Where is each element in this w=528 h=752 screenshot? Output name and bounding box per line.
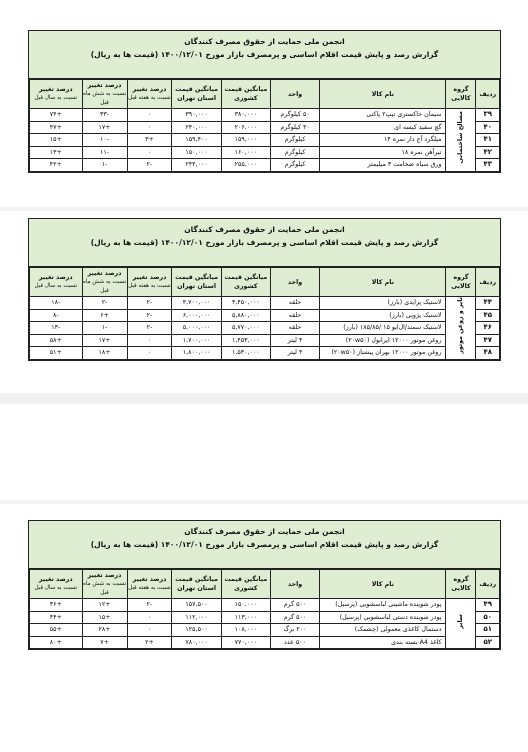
change-year: +۳۶ bbox=[30, 599, 83, 612]
col-unit-header-label: واحد bbox=[287, 580, 303, 588]
avg-tehran-price: ۲۴۰,۰۰۰ bbox=[172, 121, 221, 134]
item-unit: ۴ لیتر bbox=[270, 347, 319, 360]
org-title: انجمن ملی حمایت از حقوق مصرف کنندگان bbox=[184, 37, 345, 46]
item-name: پودر شوینده دستی لباسشویی (پرسیل) bbox=[320, 611, 446, 624]
col-avg-country-header-label: میانگین قیمت کشوری bbox=[224, 576, 268, 592]
table-row bbox=[30, 121, 500, 134]
col-avg-tehran-header bbox=[172, 80, 221, 109]
group-label: مصالح ساختمانی bbox=[457, 111, 465, 165]
avg-tehran-price: ۵,۰۰۰,۰۰۰ bbox=[172, 322, 221, 335]
change-year: +۷۴ bbox=[30, 109, 83, 122]
change-week: ۰ bbox=[127, 334, 172, 347]
table-row bbox=[30, 624, 500, 637]
report-sheet-3 bbox=[28, 520, 501, 650]
header-row bbox=[30, 268, 500, 297]
change-6m: -۱ bbox=[82, 159, 127, 172]
col-change-year-header-label: درصد تغییر bbox=[38, 576, 73, 583]
col-row-header bbox=[476, 80, 500, 109]
col-group-header bbox=[446, 570, 476, 599]
col-change-week-header-sublabel: نسبت به هفته قبل bbox=[128, 585, 171, 591]
col-change-year-header-sublabel: نسبت به سال قبل bbox=[34, 95, 78, 101]
change-6m: -۱ bbox=[82, 322, 127, 335]
row-number: ۴۲ bbox=[476, 146, 500, 159]
table-row bbox=[30, 599, 500, 612]
change-year: +۱۳ bbox=[30, 146, 83, 159]
col-avg-country-header-label: میانگین قیمت کشوری bbox=[224, 274, 268, 290]
item-unit: ۵۰۰ گرم bbox=[270, 599, 319, 612]
change-week: +۲ bbox=[127, 636, 172, 649]
item-unit: کیلوگرم bbox=[270, 159, 319, 172]
item-unit: ۵۰۰ گرم bbox=[270, 611, 319, 624]
change-week: ۰ bbox=[127, 624, 172, 637]
col-change-6m-header-label: درصد تغییر bbox=[87, 81, 122, 89]
col-change-6m-header-label: درصد تغییر bbox=[87, 571, 122, 579]
item-unit: حلقه bbox=[270, 309, 319, 322]
change-6m: +۱۷ bbox=[82, 334, 127, 347]
header-row bbox=[30, 80, 500, 109]
org-title: انجمن ملی حمایت از حقوق مصرف کنندگان bbox=[184, 527, 345, 536]
col-name-header-label: نام کالا bbox=[371, 580, 394, 588]
change-6m: +۱۵ bbox=[82, 611, 127, 624]
change-year: +۸۰ bbox=[30, 636, 83, 649]
table-row bbox=[30, 146, 500, 159]
change-week: -۲ bbox=[127, 599, 172, 612]
col-change-6m-header-sublabel: نسبت به شش ماه قبل bbox=[82, 90, 127, 106]
item-unit: ۵۰ کیلوگرم bbox=[270, 109, 319, 122]
sheet-header bbox=[29, 521, 500, 569]
avg-tehran-price: ۱۵۷,۵۰۰ bbox=[172, 599, 221, 612]
col-row-header bbox=[476, 268, 500, 297]
avg-country-price: ۷۷۰,۰۰۰ bbox=[221, 636, 270, 649]
col-avg-tehran-header-label: میانگین قیمت استان تهران bbox=[175, 86, 218, 102]
item-name: سیمان خاکستری تیپ۲ پاکتی bbox=[320, 109, 446, 122]
avg-tehran-price: ۱۱۲,۰۰۰ bbox=[172, 611, 221, 624]
row-number: ۵۱ bbox=[476, 624, 500, 637]
item-unit: ۴ لیتر bbox=[270, 334, 319, 347]
col-change-week-header-label: درصد تغییر bbox=[132, 576, 167, 583]
table-row bbox=[30, 347, 500, 360]
table-row bbox=[30, 134, 500, 147]
item-name: روغن موتور ۱۲۰۰۰ بهران پیشتاز (۲۰w۵۰) bbox=[320, 347, 446, 360]
change-year: +۵۸ bbox=[30, 334, 83, 347]
avg-country-price: ۱۵۹,۰۰۰ bbox=[221, 134, 270, 147]
item-unit: ۲۰۰ برگ bbox=[270, 624, 319, 637]
row-number: ۴۱ bbox=[476, 134, 500, 147]
col-unit-header bbox=[270, 268, 319, 297]
col-avg-tehran-header-label: میانگین قیمت استان تهران bbox=[175, 274, 218, 290]
col-change-year-header bbox=[30, 570, 83, 599]
group-label: تایر و روغن موتور bbox=[457, 297, 465, 355]
avg-country-price: ۱۶۰,۰۰۰ bbox=[221, 146, 270, 159]
col-change-year-header bbox=[30, 268, 83, 297]
col-change-year-header-sublabel: نسبت به سال قبل bbox=[34, 283, 78, 289]
change-week: -۲ bbox=[127, 309, 172, 322]
row-number: ۴۳ bbox=[476, 159, 500, 172]
price-table bbox=[29, 267, 500, 360]
row-number: ۴۷ bbox=[476, 334, 500, 347]
col-name-header-label: نام کالا bbox=[371, 278, 394, 286]
table-row bbox=[30, 159, 500, 172]
item-name: لاستیک پژویی (بارز) bbox=[320, 309, 446, 322]
avg-tehran-price: ۳۹۰,۰۰۰ bbox=[172, 109, 221, 122]
col-group-header-label: گروه کالایی bbox=[451, 576, 471, 592]
table-row bbox=[30, 611, 500, 624]
col-group-header-label: گروه کالایی bbox=[451, 274, 471, 290]
avg-country-price: ۲۵۵,۰۰۰ bbox=[221, 159, 270, 172]
row-number: ۵۰ bbox=[476, 611, 500, 624]
avg-country-price: ۱۱۳,۰۰۰ bbox=[221, 611, 270, 624]
price-table bbox=[29, 79, 500, 172]
change-6m: -۳۳ bbox=[82, 109, 127, 122]
avg-tehran-price: ۱۲۵,۵۰۰ bbox=[172, 624, 221, 637]
change-year: +۱۵ bbox=[30, 134, 83, 147]
change-year: +۴۴ bbox=[30, 611, 83, 624]
avg-tehran-price: ۴,۷۰۰,۰۰۰ bbox=[172, 297, 221, 310]
col-change-year-header-sublabel: نسبت به سال قبل bbox=[34, 585, 78, 591]
col-group-header bbox=[446, 268, 476, 297]
change-week: ۰ bbox=[127, 121, 172, 134]
row-number: ۳۹ bbox=[476, 109, 500, 122]
change-year: +۴۷ bbox=[30, 121, 83, 134]
table-row bbox=[30, 334, 500, 347]
col-group-header bbox=[446, 80, 476, 109]
change-week: -۲ bbox=[127, 297, 172, 310]
col-change-6m-header-sublabel: نسبت به شش ماه قبل bbox=[82, 580, 127, 596]
col-change-year-header-label: درصد تغییر bbox=[38, 274, 73, 281]
org-title: انجمن ملی حمایت از حقوق مصرف کنندگان bbox=[184, 225, 345, 234]
col-avg-country-header-label: میانگین قیمت کشوری bbox=[224, 86, 268, 102]
change-week: ۰ bbox=[127, 611, 172, 624]
change-year: +۴۲ bbox=[30, 159, 83, 172]
change-week: ۰ bbox=[127, 109, 172, 122]
report-title: گزارش رصد و پایش قیمت اقلام اساسی و پرمصرف بازار مورخ ۱۴۰۰/۱۲/۰۱ (قیمت ها به ریال) bbox=[90, 238, 439, 247]
col-avg-country-header bbox=[221, 80, 270, 109]
group-cell bbox=[446, 297, 476, 360]
change-year: -۸ bbox=[30, 309, 83, 322]
col-row-header bbox=[476, 570, 500, 599]
item-unit: حلقه bbox=[270, 297, 319, 310]
avg-country-price: ۱۵۰,۰۰۰ bbox=[221, 599, 270, 612]
group-label: سایر bbox=[457, 614, 465, 629]
change-week: ۰ bbox=[127, 146, 172, 159]
report-sheet-1 bbox=[28, 30, 501, 173]
avg-tehran-price: ۲۴۴,۰۰۰ bbox=[172, 159, 221, 172]
group-cell bbox=[446, 109, 476, 172]
table-row bbox=[30, 297, 500, 310]
col-unit-header-label: واحد bbox=[287, 278, 303, 286]
change-6m: +۲۸ bbox=[82, 624, 127, 637]
report-title: گزارش رصد و پایش قیمت اقلام اساسی و پرمصرف بازار مورخ ۱۴۰۰/۱۲/۰۱ (قیمت ها به ریال) bbox=[90, 540, 439, 549]
item-name: پودر شوینده ماشینی لباسشویی (پرسیل) bbox=[320, 599, 446, 612]
avg-tehran-price: ۱,۸۰۰,۰۰۰ bbox=[172, 347, 221, 360]
item-name: ورق سیاه ضخامت ۳ میلیمتر bbox=[320, 159, 446, 172]
col-name-header bbox=[320, 268, 446, 297]
col-change-week-header-sublabel: نسبت به هفته قبل bbox=[128, 283, 171, 289]
item-name: کاغذ A4 بسته بندی bbox=[320, 636, 446, 649]
col-name-header-label: نام کالا bbox=[371, 90, 394, 98]
row-number: ۴۶ bbox=[476, 322, 500, 335]
sheet-header bbox=[29, 31, 500, 79]
avg-country-price: ۵,۷۷۰,۰۰۰ bbox=[221, 322, 270, 335]
avg-tehran-price: ۱,۷۰۰,۰۰۰ bbox=[172, 334, 221, 347]
item-name: گچ سفید کیسه ای bbox=[320, 121, 446, 134]
change-6m: +۷ bbox=[82, 636, 127, 649]
col-unit-header bbox=[270, 80, 319, 109]
change-year: -۱۳ bbox=[30, 322, 83, 335]
col-change-week-header bbox=[127, 80, 172, 109]
avg-country-price: ۱,۴۵۳,۰۰۰ bbox=[221, 334, 270, 347]
col-change-week-header-sublabel: نسبت به هفته قبل bbox=[128, 95, 171, 101]
change-week: -۲ bbox=[127, 159, 172, 172]
change-6m: -۱۱ bbox=[82, 146, 127, 159]
item-name: تیرآهن نمره ۱۸ bbox=[320, 146, 446, 159]
col-change-week-header bbox=[127, 268, 172, 297]
col-name-header bbox=[320, 570, 446, 599]
col-avg-country-header bbox=[221, 570, 270, 599]
row-number: ۴۹ bbox=[476, 599, 500, 612]
col-change-6m-header-sublabel: نسبت به شش ماه قبل bbox=[82, 278, 127, 294]
change-6m: -۲ bbox=[82, 297, 127, 310]
col-row-header-label: ردیف bbox=[479, 278, 497, 286]
item-unit: کیلوگرم bbox=[270, 134, 319, 147]
change-6m: +۶ bbox=[82, 309, 127, 322]
item-name: لاستیک سمند/ال‌ایو ۱۵ /۱۸۵/۸۵ (بارز) bbox=[320, 322, 446, 335]
col-change-year-header-label: درصد تغییر bbox=[38, 86, 73, 93]
change-year: +۵۵ bbox=[30, 624, 83, 637]
item-name: روغن موتور ۱۲۰۰۰ ایرانول (۲۰w۵۰) bbox=[320, 334, 446, 347]
item-unit: ۴۰ کیلوگرم bbox=[270, 121, 319, 134]
row-number: ۵۲ bbox=[476, 636, 500, 649]
col-change-6m-header bbox=[82, 570, 127, 599]
col-avg-country-header bbox=[221, 268, 270, 297]
item-name: میلگرد آج دار نمره ۱۴ bbox=[320, 134, 446, 147]
item-unit: ۵۰۰ عدد bbox=[270, 636, 319, 649]
col-unit-header bbox=[270, 570, 319, 599]
change-year: +۵۱ bbox=[30, 347, 83, 360]
col-avg-tehran-header bbox=[172, 570, 221, 599]
change-week: -۲ bbox=[127, 322, 172, 335]
table-row bbox=[30, 636, 500, 649]
change-6m: +۱۷ bbox=[82, 121, 127, 134]
col-avg-tehran-header-label: میانگین قیمت استان تهران bbox=[175, 576, 218, 592]
avg-tehran-price: ۶,۰۰۰,۰۰۰ bbox=[172, 309, 221, 322]
change-6m: +۱۸ bbox=[82, 347, 127, 360]
avg-tehran-price: ۱۵۰,۰۰۰ bbox=[172, 146, 221, 159]
sheet-header bbox=[29, 219, 500, 267]
change-week: +۳ bbox=[127, 134, 172, 147]
avg-country-price: ۱,۵۳۰,۰۰۰ bbox=[221, 347, 270, 360]
item-unit: کیلوگرم bbox=[270, 146, 319, 159]
col-change-6m-header bbox=[82, 80, 127, 109]
report-title: گزارش رصد و پایش قیمت اقلام اساسی و پرمصرف بازار مورخ ۱۴۰۰/۱۲/۰۱ (قیمت ها به ریال) bbox=[90, 50, 439, 59]
col-change-week-header-label: درصد تغییر bbox=[132, 274, 167, 281]
col-change-week-header bbox=[127, 570, 172, 599]
col-unit-header-label: واحد bbox=[287, 90, 303, 98]
col-change-6m-header-label: درصد تغییر bbox=[87, 269, 122, 277]
col-change-6m-header bbox=[82, 268, 127, 297]
item-name: دستمال کاغذی معمولی (چشمک) bbox=[320, 624, 446, 637]
col-group-header-label: گروه کالایی bbox=[451, 86, 471, 102]
row-number: ۴۸ bbox=[476, 347, 500, 360]
change-year: -۱۸ bbox=[30, 297, 83, 310]
item-unit: حلقه bbox=[270, 322, 319, 335]
avg-tehran-price: ۷۸۰,۰۰۰ bbox=[172, 636, 221, 649]
col-change-week-header-label: درصد تغییر bbox=[132, 86, 167, 93]
table-row bbox=[30, 322, 500, 335]
avg-tehran-price: ۱۵۹,۴۰۰ bbox=[172, 134, 221, 147]
price-table bbox=[29, 569, 500, 649]
report-sheet-2 bbox=[28, 218, 501, 361]
change-6m: +۱۲ bbox=[82, 599, 127, 612]
table-row bbox=[30, 309, 500, 322]
avg-country-price: ۵,۸۸۰,۰۰۰ bbox=[221, 309, 270, 322]
group-cell bbox=[446, 599, 476, 649]
avg-country-price: ۳۸۰,۰۰۰ bbox=[221, 109, 270, 122]
table-row bbox=[30, 109, 500, 122]
change-6m: -۱۰ bbox=[82, 134, 127, 147]
col-change-year-header bbox=[30, 80, 83, 109]
avg-country-price: ۲۰۶,۰۰۰ bbox=[221, 121, 270, 134]
col-name-header bbox=[320, 80, 446, 109]
row-number: ۴۰ bbox=[476, 121, 500, 134]
col-row-header-label: ردیف bbox=[479, 580, 497, 588]
row-number: ۴۵ bbox=[476, 309, 500, 322]
col-avg-tehran-header bbox=[172, 268, 221, 297]
avg-country-price: ۴,۴۵۰,۰۰۰ bbox=[221, 297, 270, 310]
change-week: ۰ bbox=[127, 347, 172, 360]
row-number: ۴۴ bbox=[476, 297, 500, 310]
col-row-header-label: ردیف bbox=[479, 90, 497, 98]
header-row bbox=[30, 570, 500, 599]
item-name: لاستیک پرایدی (بارز) bbox=[320, 297, 446, 310]
avg-country-price: ۱۰۸,۰۰۰ bbox=[221, 624, 270, 637]
